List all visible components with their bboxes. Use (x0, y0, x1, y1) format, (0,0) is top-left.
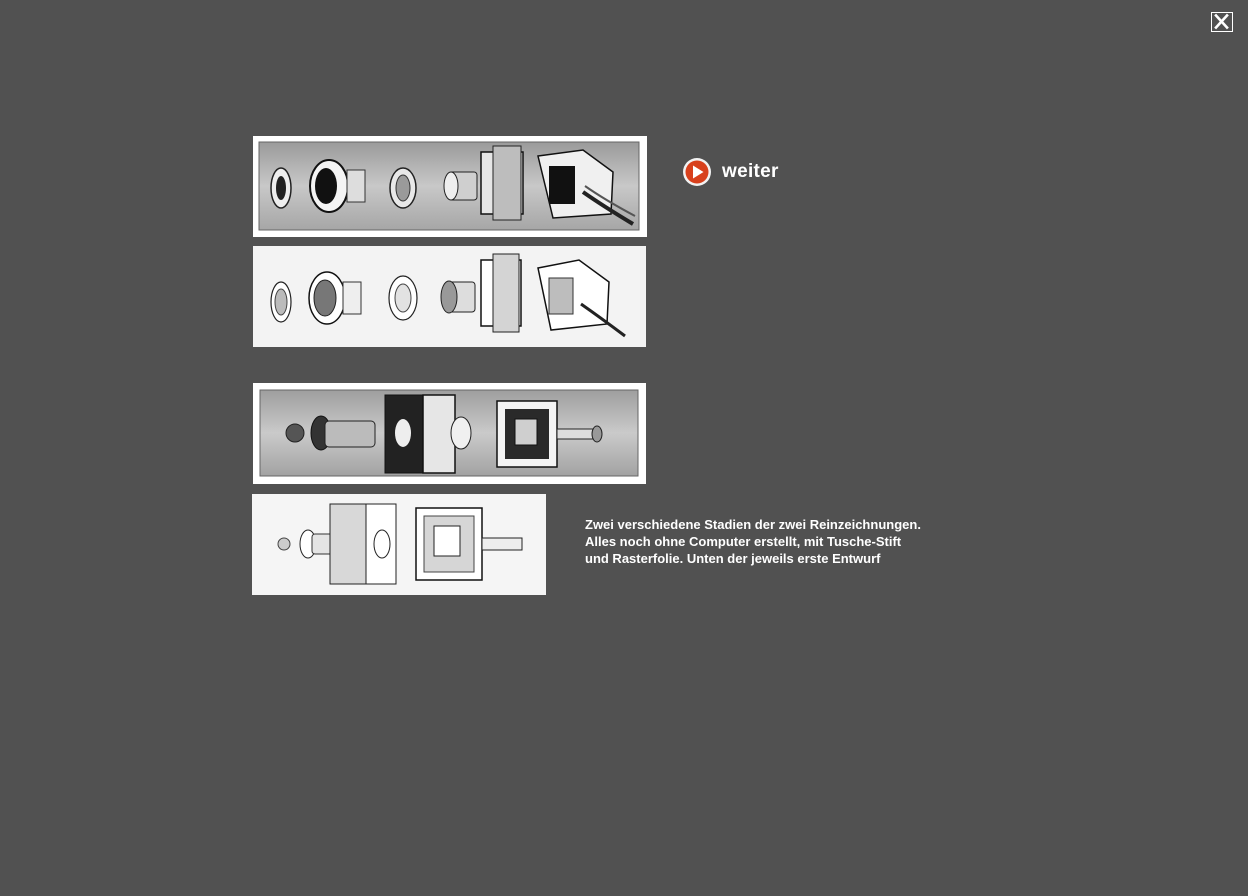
illustration-stop-box-draft (252, 494, 546, 595)
illustration-pushbutton-shaded (253, 136, 647, 237)
caption-text (585, 516, 985, 567)
close-icon (1212, 13, 1231, 30)
weiter-button[interactable] (682, 157, 779, 187)
illustration-stop-box-shaded (253, 383, 646, 484)
caption-line: Alles noch ohne Computer erstellt, mit Tusche-Stift (585, 534, 902, 549)
weiter-label: weiter (722, 161, 779, 182)
play-circle-icon (682, 157, 712, 187)
illustration-pushbutton-draft (253, 246, 646, 347)
caption-line: und Rasterfolie. Unten der jeweils erste Entwurf (585, 551, 881, 566)
caption-line: Zwei verschiedene Stadien der zwei Reinzeichnungen. (585, 517, 921, 532)
close-button[interactable] (1211, 12, 1233, 32)
